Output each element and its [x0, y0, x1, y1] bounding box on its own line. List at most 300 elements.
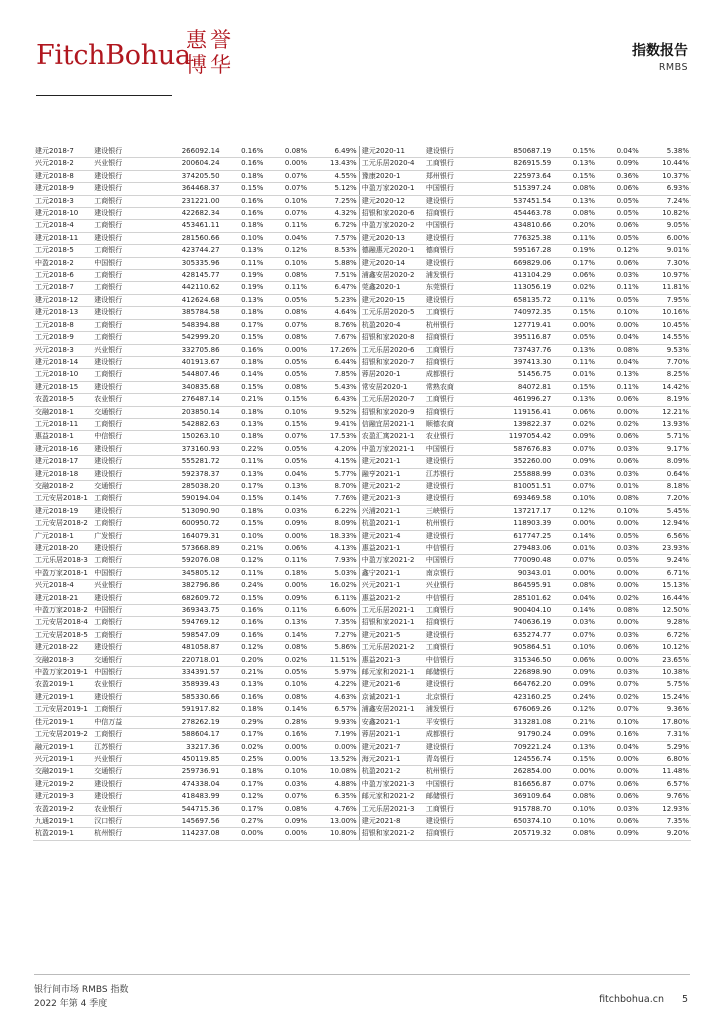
- delinquency-30-90-cell: 0.09%: [553, 431, 597, 443]
- prepayment-rate-cell: 5.88%: [309, 257, 359, 269]
- delinquency-30-90-cell: 0.12%: [553, 505, 597, 517]
- originator-cell: 建设银行: [424, 530, 478, 542]
- balance-cell: 635274.77: [478, 629, 553, 641]
- delinquency-90-plus-cell: 0.12%: [265, 245, 309, 257]
- deal-name-cell: 工元2018-10: [33, 369, 92, 381]
- deal-name-cell: 工元2018-4: [33, 220, 92, 232]
- originator-cell: 中信银行: [92, 431, 146, 443]
- deal-name-cell: 浦鑫安居2020-2: [359, 270, 424, 282]
- deal-name-cell: 工元安居2018-2: [33, 518, 92, 530]
- delinquency-30-90-cell: 0.15%: [553, 307, 597, 319]
- delinquency-30-90-cell: 0.17%: [222, 319, 266, 331]
- prepayment-rate-cell: 7.19%: [309, 729, 359, 741]
- originator-cell: 广发银行: [92, 530, 146, 542]
- prepayment-rate-cell: 18.33%: [309, 530, 359, 542]
- table-row: [33, 815, 691, 827]
- delinquency-30-90-cell: 0.16%: [222, 208, 266, 220]
- balance-cell: 401913.67: [146, 356, 221, 368]
- prepayment-rate-cell: 12.21%: [641, 406, 691, 418]
- balance-cell: 91790.24: [478, 729, 553, 741]
- balance-cell: 332705.86: [146, 344, 221, 356]
- delinquency-30-90-cell: 0.08%: [553, 791, 597, 803]
- deal-name-cell: 建元2018-7: [33, 146, 92, 158]
- delinquency-30-90-cell: 0.09%: [553, 456, 597, 468]
- deal-name-cell: 工元乐居2021-3: [359, 803, 424, 815]
- balance-cell: 382796.86: [146, 580, 221, 592]
- balance-cell: 358939.43: [146, 679, 221, 691]
- deal-name-cell: 中盈万家2018-2: [33, 605, 92, 617]
- delinquency-30-90-cell: 0.02%: [553, 282, 597, 294]
- originator-cell: 工商银行: [424, 394, 478, 406]
- deal-name-cell: 惠益2021-1: [359, 543, 424, 555]
- delinquency-30-90-cell: 0.19%: [553, 245, 597, 257]
- balance-cell: 544807.46: [146, 369, 221, 381]
- deal-name-cell: 交融2018-3: [33, 654, 92, 666]
- prepayment-rate-cell: 10.44%: [641, 158, 691, 170]
- delinquency-90-plus-cell: 0.03%: [597, 629, 641, 641]
- originator-cell: 工商银行: [92, 555, 146, 567]
- delinquency-90-plus-cell: 0.07%: [597, 679, 641, 691]
- prepayment-rate-cell: 7.95%: [641, 294, 691, 306]
- balance-cell: 450119.85: [146, 753, 221, 765]
- originator-cell: 中信银行: [424, 654, 478, 666]
- prepayment-rate-cell: 10.37%: [641, 170, 691, 182]
- delinquency-30-90-cell: 0.11%: [553, 356, 597, 368]
- deal-name-cell: 融元2019-1: [33, 741, 92, 753]
- delinquency-90-plus-cell: 0.08%: [597, 344, 641, 356]
- originator-cell: 招商银行: [424, 332, 478, 344]
- originator-cell: 建设银行: [424, 815, 478, 827]
- balance-cell: 595167.28: [478, 245, 553, 257]
- prepayment-rate-cell: 6.47%: [309, 282, 359, 294]
- deal-name-cell: 建元2018-8: [33, 170, 92, 182]
- delinquency-30-90-cell: 0.10%: [222, 530, 266, 542]
- originator-cell: 中国银行: [92, 605, 146, 617]
- delinquency-30-90-cell: 0.15%: [222, 332, 266, 344]
- balance-cell: 340835.68: [146, 381, 221, 393]
- logo-chinese-wordmark: 惠誉博华: [186, 28, 234, 77]
- prepayment-rate-cell: 8.76%: [309, 319, 359, 331]
- balance-cell: 453461.11: [146, 220, 221, 232]
- delinquency-90-plus-cell: 0.08%: [265, 270, 309, 282]
- prepayment-rate-cell: 6.57%: [641, 778, 691, 790]
- deal-name-cell: 德融惠元2020-1: [359, 245, 424, 257]
- delinquency-90-plus-cell: 0.06%: [597, 791, 641, 803]
- prepayment-rate-cell: 10.08%: [309, 766, 359, 778]
- delinquency-30-90-cell: 0.11%: [553, 232, 597, 244]
- deal-name-cell: 安鑫2021-1: [359, 716, 424, 728]
- originator-cell: 招商银行: [424, 617, 478, 629]
- prepayment-rate-cell: 9.53%: [641, 344, 691, 356]
- deal-name-cell: 工元乐居2018-3: [33, 555, 92, 567]
- delinquency-30-90-cell: 0.12%: [222, 642, 266, 654]
- deal-name-cell: 招银和家2020-9: [359, 406, 424, 418]
- deal-name-cell: 建元2018-19: [33, 505, 92, 517]
- prepayment-rate-cell: 12.50%: [641, 605, 691, 617]
- deal-name-cell: 中盈万家2021-1: [359, 443, 424, 455]
- prepayment-rate-cell: 8.53%: [309, 245, 359, 257]
- delinquency-30-90-cell: 0.15%: [222, 518, 266, 530]
- balance-cell: 810051.51: [478, 480, 553, 492]
- originator-cell: 工商银行: [92, 369, 146, 381]
- balance-cell: 515397.24: [478, 183, 553, 195]
- delinquency-30-90-cell: 0.13%: [222, 679, 266, 691]
- deal-name-cell: 工元乐居2021-1: [359, 605, 424, 617]
- originator-cell: 交通银行: [92, 654, 146, 666]
- delinquency-30-90-cell: 0.07%: [553, 443, 597, 455]
- table-row: [33, 381, 691, 393]
- table-row: [33, 667, 691, 679]
- delinquency-30-90-cell: 0.15%: [553, 381, 597, 393]
- originator-cell: 建设银行: [92, 778, 146, 790]
- prepayment-rate-cell: 8.18%: [641, 480, 691, 492]
- delinquency-30-90-cell: 0.16%: [222, 629, 266, 641]
- delinquency-90-plus-cell: 0.05%: [597, 555, 641, 567]
- originator-cell: 建设银行: [424, 232, 478, 244]
- delinquency-90-plus-cell: 0.15%: [265, 418, 309, 430]
- delinquency-90-plus-cell: 0.03%: [597, 543, 641, 555]
- balance-cell: 113056.19: [478, 282, 553, 294]
- balance-cell: 650374.10: [478, 815, 553, 827]
- originator-cell: 青岛银行: [424, 753, 478, 765]
- table-row: [33, 307, 691, 319]
- delinquency-90-plus-cell: 0.04%: [597, 741, 641, 753]
- balance-cell: 588604.17: [146, 729, 221, 741]
- balance-cell: 345805.12: [146, 567, 221, 579]
- originator-cell: 建设银行: [92, 456, 146, 468]
- delinquency-90-plus-cell: 0.04%: [265, 232, 309, 244]
- prepayment-rate-cell: 7.27%: [309, 629, 359, 641]
- deal-name-cell: 惠益2021-2: [359, 592, 424, 604]
- footer-website[interactable]: fitchbohua.cn: [599, 994, 664, 1005]
- table-row: [33, 592, 691, 604]
- table-row: [33, 456, 691, 468]
- delinquency-90-plus-cell: 0.06%: [597, 220, 641, 232]
- delinquency-30-90-cell: 0.18%: [222, 220, 266, 232]
- prepayment-rate-cell: 4.88%: [309, 778, 359, 790]
- prepayment-rate-cell: 5.71%: [641, 431, 691, 443]
- delinquency-30-90-cell: 0.18%: [222, 431, 266, 443]
- balance-cell: 676069.26: [478, 704, 553, 716]
- deal-name-cell: 工元乐居2021-2: [359, 642, 424, 654]
- table-row: [33, 493, 691, 505]
- prepayment-rate-cell: 6.35%: [309, 791, 359, 803]
- prepayment-rate-cell: 7.85%: [309, 369, 359, 381]
- deal-name-cell: 建元2021-6: [359, 679, 424, 691]
- deal-name-cell: 建元2020-12: [359, 195, 424, 207]
- balance-cell: 864595.91: [478, 580, 553, 592]
- originator-cell: 建设银行: [424, 493, 478, 505]
- deal-name-cell: 工元2018-6: [33, 270, 92, 282]
- balance-cell: 255888.99: [478, 468, 553, 480]
- balance-cell: 555281.72: [146, 456, 221, 468]
- balance-cell: 33217.36: [146, 741, 221, 753]
- originator-cell: 平安银行: [424, 716, 478, 728]
- delinquency-30-90-cell: 0.00%: [553, 766, 597, 778]
- deal-name-cell: 工元2018-5: [33, 245, 92, 257]
- table-row: [33, 195, 691, 207]
- originator-cell: 建设银行: [424, 480, 478, 492]
- delinquency-90-plus-cell: 0.05%: [597, 530, 641, 542]
- balance-cell: 693469.58: [478, 493, 553, 505]
- delinquency-90-plus-cell: 0.07%: [265, 208, 309, 220]
- table-row: [33, 394, 691, 406]
- prepayment-rate-cell: 4.55%: [309, 170, 359, 182]
- delinquency-30-90-cell: 0.10%: [553, 642, 597, 654]
- delinquency-90-plus-cell: 0.05%: [265, 443, 309, 455]
- prepayment-rate-cell: 4.15%: [309, 456, 359, 468]
- originator-cell: 中国银行: [92, 567, 146, 579]
- delinquency-30-90-cell: 0.13%: [222, 245, 266, 257]
- table-row: [33, 431, 691, 443]
- originator-cell: 邮储银行: [424, 667, 478, 679]
- delinquency-30-90-cell: 0.12%: [553, 704, 597, 716]
- balance-cell: 537451.54: [478, 195, 553, 207]
- delinquency-90-plus-cell: 0.06%: [597, 456, 641, 468]
- report-subtitle: RMBS: [658, 62, 688, 73]
- originator-cell: 工商银行: [92, 332, 146, 344]
- originator-cell: 工商银行: [92, 270, 146, 282]
- delinquency-90-plus-cell: 0.10%: [265, 679, 309, 691]
- table-row: [33, 530, 691, 542]
- balance-cell: 139822.37: [478, 418, 553, 430]
- balance-cell: 305335.96: [146, 257, 221, 269]
- balance-cell: 200604.24: [146, 158, 221, 170]
- prepayment-rate-cell: 13.52%: [309, 753, 359, 765]
- delinquency-90-plus-cell: 0.05%: [265, 369, 309, 381]
- delinquency-30-90-cell: 0.24%: [553, 691, 597, 703]
- originator-cell: 建设银行: [92, 543, 146, 555]
- delinquency-30-90-cell: 0.10%: [553, 493, 597, 505]
- delinquency-90-plus-cell: 0.06%: [597, 642, 641, 654]
- originator-cell: 建设银行: [92, 146, 146, 158]
- deal-name-cell: 交融2018-1: [33, 406, 92, 418]
- delinquency-30-90-cell: 0.00%: [553, 518, 597, 530]
- delinquency-90-plus-cell: 0.18%: [265, 567, 309, 579]
- deal-name-cell: 建元2018-13: [33, 307, 92, 319]
- originator-cell: 工商银行: [92, 617, 146, 629]
- prepayment-rate-cell: 12.93%: [641, 803, 691, 815]
- table-row: [33, 480, 691, 492]
- delinquency-90-plus-cell: 0.11%: [265, 605, 309, 617]
- delinquency-90-plus-cell: 0.00%: [265, 741, 309, 753]
- balance-cell: 474338.04: [146, 778, 221, 790]
- balance-cell: 740636.19: [478, 617, 553, 629]
- table-row: [33, 294, 691, 306]
- deal-name-cell: 工元2018-3: [33, 195, 92, 207]
- delinquency-90-plus-cell: 0.02%: [597, 418, 641, 430]
- table-row: [33, 753, 691, 765]
- delinquency-90-plus-cell: 0.03%: [265, 505, 309, 517]
- deal-name-cell: 兴元2019-1: [33, 753, 92, 765]
- delinquency-90-plus-cell: 0.08%: [597, 605, 641, 617]
- delinquency-30-90-cell: 0.17%: [553, 257, 597, 269]
- deal-name-cell: 建元2021-1: [359, 456, 424, 468]
- delinquency-90-plus-cell: 0.09%: [265, 518, 309, 530]
- prepayment-rate-cell: 4.20%: [309, 443, 359, 455]
- delinquency-90-plus-cell: 0.09%: [265, 592, 309, 604]
- deal-name-cell: 豫康2020-1: [359, 170, 424, 182]
- originator-cell: 兴业银行: [92, 580, 146, 592]
- originator-cell: 工商银行: [92, 418, 146, 430]
- delinquency-30-90-cell: 0.17%: [222, 729, 266, 741]
- delinquency-30-90-cell: 0.05%: [553, 332, 597, 344]
- delinquency-30-90-cell: 0.13%: [553, 394, 597, 406]
- balance-cell: 600950.72: [146, 518, 221, 530]
- delinquency-30-90-cell: 0.27%: [222, 815, 266, 827]
- deal-name-cell: 海元2021-1: [359, 753, 424, 765]
- deal-name-cell: 建元2018-11: [33, 232, 92, 244]
- delinquency-90-plus-cell: 0.10%: [597, 307, 641, 319]
- deal-name-cell: 建元2020-14: [359, 257, 424, 269]
- originator-cell: 杭州银行: [424, 518, 478, 530]
- originator-cell: 兴业银行: [92, 753, 146, 765]
- balance-cell: 776325.38: [478, 232, 553, 244]
- balance-cell: 598547.09: [146, 629, 221, 641]
- delinquency-30-90-cell: 0.06%: [553, 270, 597, 282]
- prepayment-rate-cell: 5.45%: [641, 505, 691, 517]
- delinquency-90-plus-cell: 0.07%: [597, 704, 641, 716]
- deal-name-cell: 杭盈2019-1: [33, 828, 92, 840]
- prepayment-rate-cell: 5.75%: [641, 679, 691, 691]
- originator-cell: 工商银行: [92, 245, 146, 257]
- deal-name-cell: 工元2018-11: [33, 418, 92, 430]
- table-row: [33, 555, 691, 567]
- table-row: [33, 803, 691, 815]
- balance-cell: 573668.89: [146, 543, 221, 555]
- deal-name-cell: 建元2018-14: [33, 356, 92, 368]
- deal-name-cell: 农盈汇寓2021-1: [359, 431, 424, 443]
- originator-cell: 中信万益: [92, 716, 146, 728]
- originator-cell: 招商银行: [424, 356, 478, 368]
- delinquency-30-90-cell: 0.18%: [222, 406, 266, 418]
- deal-name-cell: 工元乐居2020-5: [359, 307, 424, 319]
- table-row: [33, 406, 691, 418]
- report-title: 指数报告: [632, 43, 688, 59]
- prepayment-rate-cell: 6.44%: [309, 356, 359, 368]
- prepayment-rate-cell: 6.60%: [309, 605, 359, 617]
- delinquency-90-plus-cell: 0.07%: [265, 431, 309, 443]
- prepayment-rate-cell: 5.43%: [309, 381, 359, 393]
- delinquency-90-plus-cell: 0.11%: [265, 220, 309, 232]
- originator-cell: 招商银行: [424, 406, 478, 418]
- delinquency-90-plus-cell: 0.08%: [265, 332, 309, 344]
- originator-cell: 三峡银行: [424, 505, 478, 517]
- prepayment-rate-cell: 6.56%: [641, 530, 691, 542]
- prepayment-rate-cell: 7.24%: [641, 195, 691, 207]
- prepayment-rate-cell: 14.42%: [641, 381, 691, 393]
- delinquency-90-plus-cell: 0.10%: [265, 406, 309, 418]
- balance-cell: 461996.27: [478, 394, 553, 406]
- balance-cell: 592076.08: [146, 555, 221, 567]
- balance-cell: 369109.64: [478, 791, 553, 803]
- delinquency-30-90-cell: 0.15%: [222, 183, 266, 195]
- prepayment-rate-cell: 8.09%: [309, 518, 359, 530]
- prepayment-rate-cell: 9.52%: [309, 406, 359, 418]
- delinquency-90-plus-cell: 0.00%: [597, 766, 641, 778]
- delinquency-30-90-cell: 0.11%: [553, 294, 597, 306]
- delinquency-90-plus-cell: 0.13%: [265, 480, 309, 492]
- originator-cell: 常熟农商: [424, 381, 478, 393]
- deal-name-cell: 工元乐居2020-7: [359, 394, 424, 406]
- originator-cell: 农业银行: [92, 803, 146, 815]
- delinquency-90-plus-cell: 0.36%: [597, 170, 641, 182]
- table-row: [33, 319, 691, 331]
- prepayment-rate-cell: 8.25%: [641, 369, 691, 381]
- originator-cell: 建设银行: [424, 629, 478, 641]
- originator-cell: 兴业银行: [92, 158, 146, 170]
- balance-cell: 664762.20: [478, 679, 553, 691]
- delinquency-30-90-cell: 0.20%: [553, 220, 597, 232]
- balance-cell: 816656.87: [478, 778, 553, 790]
- delinquency-30-90-cell: 0.22%: [222, 443, 266, 455]
- table-row: [33, 766, 691, 778]
- prepayment-rate-cell: 6.57%: [309, 704, 359, 716]
- originator-cell: 中国银行: [92, 257, 146, 269]
- prepayment-rate-cell: 4.63%: [309, 691, 359, 703]
- balance-cell: 542999.20: [146, 332, 221, 344]
- balance-cell: 915788.70: [478, 803, 553, 815]
- deal-name-cell: 建元2021-3: [359, 493, 424, 505]
- prepayment-rate-cell: 7.35%: [309, 617, 359, 629]
- delinquency-30-90-cell: 0.19%: [222, 270, 266, 282]
- prepayment-rate-cell: 11.81%: [641, 282, 691, 294]
- page-number: 5: [681, 994, 688, 1005]
- delinquency-30-90-cell: 0.18%: [222, 505, 266, 517]
- delinquency-30-90-cell: 0.16%: [222, 605, 266, 617]
- delinquency-90-plus-cell: 0.11%: [597, 282, 641, 294]
- balance-cell: 150263.10: [146, 431, 221, 443]
- prepayment-rate-cell: 9.36%: [641, 704, 691, 716]
- table-row: [33, 282, 691, 294]
- header-divider: [36, 95, 172, 96]
- delinquency-90-plus-cell: 0.05%: [265, 294, 309, 306]
- delinquency-30-90-cell: 0.04%: [553, 592, 597, 604]
- prepayment-rate-cell: 5.12%: [309, 183, 359, 195]
- originator-cell: 工商银行: [92, 518, 146, 530]
- deal-name-cell: 中盈万家2021-3: [359, 778, 424, 790]
- prepayment-rate-cell: 7.51%: [309, 270, 359, 282]
- originator-cell: 建设银行: [424, 456, 478, 468]
- balance-cell: 279483.06: [478, 543, 553, 555]
- table-row: [33, 220, 691, 232]
- delinquency-90-plus-cell: 0.05%: [597, 208, 641, 220]
- delinquency-90-plus-cell: 0.05%: [265, 456, 309, 468]
- deal-name-cell: 邮元家和2021-2: [359, 791, 424, 803]
- deal-name-cell: 建元2021-2: [359, 480, 424, 492]
- delinquency-90-plus-cell: 0.00%: [265, 530, 309, 542]
- prepayment-rate-cell: 9.20%: [641, 828, 691, 840]
- balance-cell: 594769.12: [146, 617, 221, 629]
- table-row: [33, 704, 691, 716]
- delinquency-30-90-cell: 0.21%: [222, 667, 266, 679]
- deal-name-cell: 工元乐居2020-6: [359, 344, 424, 356]
- originator-cell: 中国银行: [424, 220, 478, 232]
- deal-name-cell: 工元安居2019-1: [33, 704, 92, 716]
- delinquency-90-plus-cell: 0.07%: [265, 170, 309, 182]
- prepayment-rate-cell: 5.77%: [309, 468, 359, 480]
- deal-name-cell: 招银和家2021-2: [359, 828, 424, 840]
- deal-name-cell: 佳元2019-1: [33, 716, 92, 728]
- deal-name-cell: 融亨2021-1: [359, 468, 424, 480]
- table-row: [33, 778, 691, 790]
- table-row: [33, 629, 691, 641]
- delinquency-30-90-cell: 0.16%: [222, 146, 266, 158]
- originator-cell: 中国银行: [424, 555, 478, 567]
- balance-cell: 454463.78: [478, 208, 553, 220]
- prepayment-rate-cell: 6.72%: [309, 220, 359, 232]
- originator-cell: 杭州银行: [92, 828, 146, 840]
